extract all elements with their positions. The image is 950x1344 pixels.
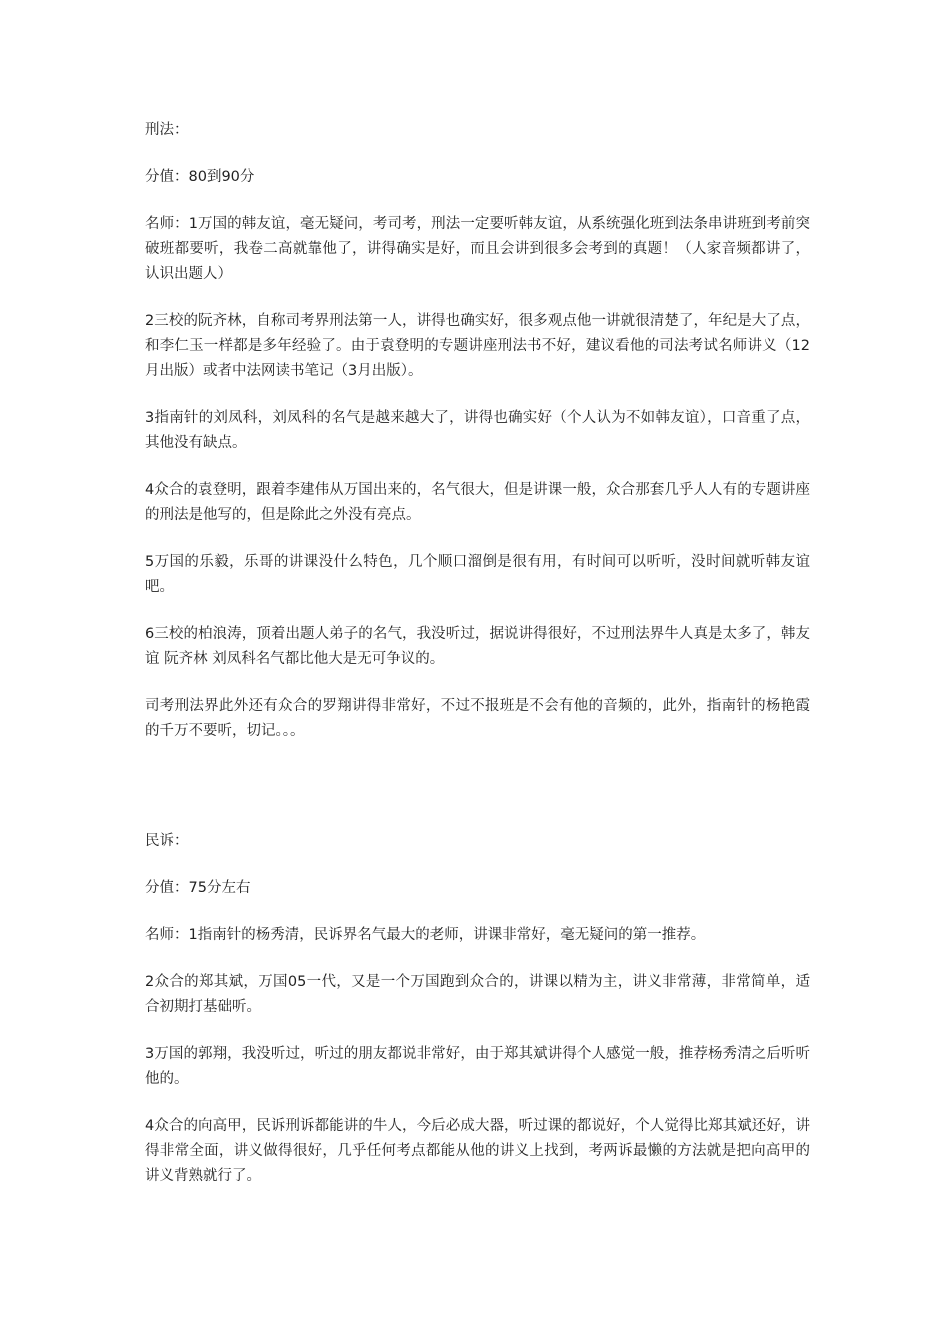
criminal-law-paragraph: 名师：1万国的韩友谊，毫无疑问，考司考，刑法一定要听韩友谊，从系统强化班到法条串讲班到考前突破班都要听，我卷二高就靠他了，讲得确实是好，而且会讲到很多会考到的真题！（人家音频都讲了，认识出题人）: [145, 216, 810, 282]
criminal-law-paragraph: 4众合的袁登明，跟着李建伟从万国出来的，名气很大，但是讲课一般，众合那套几乎人人有的专题讲座的刑法是他写的，但是除此之外没有亮点。: [145, 482, 810, 523]
criminal-law-heading: 刑法：: [145, 122, 189, 138]
criminal-law-score: 分值：80到90分: [145, 169, 255, 185]
criminal-law-paragraph: 2三校的阮齐林，自称司考界刑法第一人，讲得也确实好，很多观点他一讲就很清楚了，年纪是大了点，和李仁玉一样都是多年经验了。由于袁登明的专题讲座刑法书不好，建议看他的司法考试名师讲义（12月出版）或者中法网读书笔记（3月出版）。: [145, 313, 810, 379]
document-page: [145, 118, 810, 1211]
criminal-law-paragraph: 5万国的乐毅，乐哥的讲课没什么特色，几个顺口溜倒是很有用，有时间可以听听，没时间就听韩友谊吧。: [145, 554, 810, 595]
criminal-law-paragraph: 3指南针的刘凤科，刘凤科的名气是越来越大了，讲得也确实好（个人认为不如韩友谊），口音重了点，其他没有缺点。: [145, 410, 810, 451]
civil-procedure-paragraph: 4众合的向高甲，民诉刑诉都能讲的牛人，今后必成大器，听过课的都说好，个人觉得比郑其斌还好，讲得非常全面，讲义做得很好，几乎任何考点都能从他的讲义上找到，考两诉最懒的方法就是把向高甲的讲义背熟就行了。: [145, 1118, 810, 1184]
civil-procedure-paragraph: 名师：1指南针的杨秀清，民诉界名气最大的老师，讲课非常好，毫无疑问的第一推荐。: [145, 927, 706, 943]
civil-procedure-score: 分值：75分左右: [145, 880, 251, 896]
civil-procedure-paragraph: 2众合的郑其斌，万国05一代，又是一个万国跑到众合的，讲课以精为主，讲义非常薄，非常简单，适合初期打基础听。: [145, 974, 810, 1015]
criminal-law-paragraph: 司考刑法界此外还有众合的罗翔讲得非常好，不过不报班是不会有他的音频的，此外，指南针的杨艳霞的千万不要听，切记。。。: [145, 698, 810, 739]
criminal-law-paragraph: 6三校的柏浪涛，顶着出题人弟子的名气，我没听过，据说讲得很好，不过刑法界牛人真是太多了，韩友谊 阮齐林 刘凤科名气都比他大是无可争议的。: [145, 626, 810, 667]
section-spacer: [145, 766, 810, 829]
civil-procedure-heading: 民诉：: [145, 833, 189, 849]
civil-procedure-paragraph: 3万国的郭翔，我没听过，听过的朋友都说非常好，由于郑其斌讲得个人感觉一般，推荐杨秀清之后听听他的。: [145, 1046, 810, 1087]
